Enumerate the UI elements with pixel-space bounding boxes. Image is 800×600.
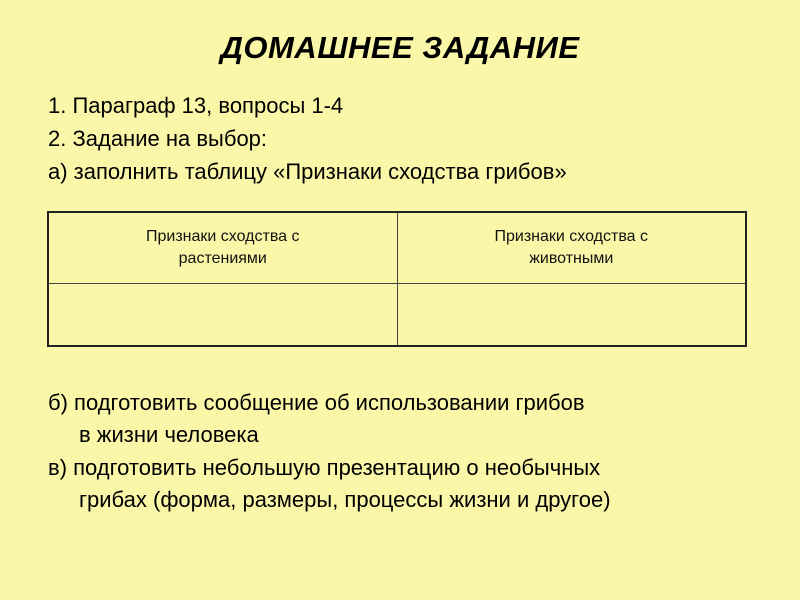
- item-option-a: а) заполнить таблицу «Признаки сходства грибов»: [48, 159, 567, 184]
- item-paragraph: 1. Параграф 13, вопросы 1-4: [48, 93, 344, 118]
- item-option-b-line2: в жизни человека: [79, 422, 259, 447]
- similarity-table: [47, 211, 747, 347]
- slide-title: ДОМАШНЕЕ ЗАДАНИЕ: [220, 30, 580, 65]
- table-header-row: [48, 212, 746, 284]
- cell-animals-empty: [397, 284, 746, 347]
- header-plants: [48, 212, 397, 284]
- table-row: [48, 284, 746, 347]
- header-plants-label: Признаки сходства с растениями: [146, 228, 300, 267]
- item-option-c-line2: грибах (форма, размеры, процессы жизни и другое): [79, 487, 611, 512]
- header-animals: [397, 212, 746, 284]
- item-choice-task: 2. Задание на выбор:: [48, 126, 268, 151]
- item-option-b-line1: б) подготовить сообщение об использовании грибов: [48, 390, 585, 415]
- item-option-c-line1: в) подготовить небольшую презентацию о необычных: [48, 455, 601, 480]
- cell-plants-empty: [48, 284, 397, 347]
- header-animals-label: Признаки сходства с животными: [494, 228, 648, 267]
